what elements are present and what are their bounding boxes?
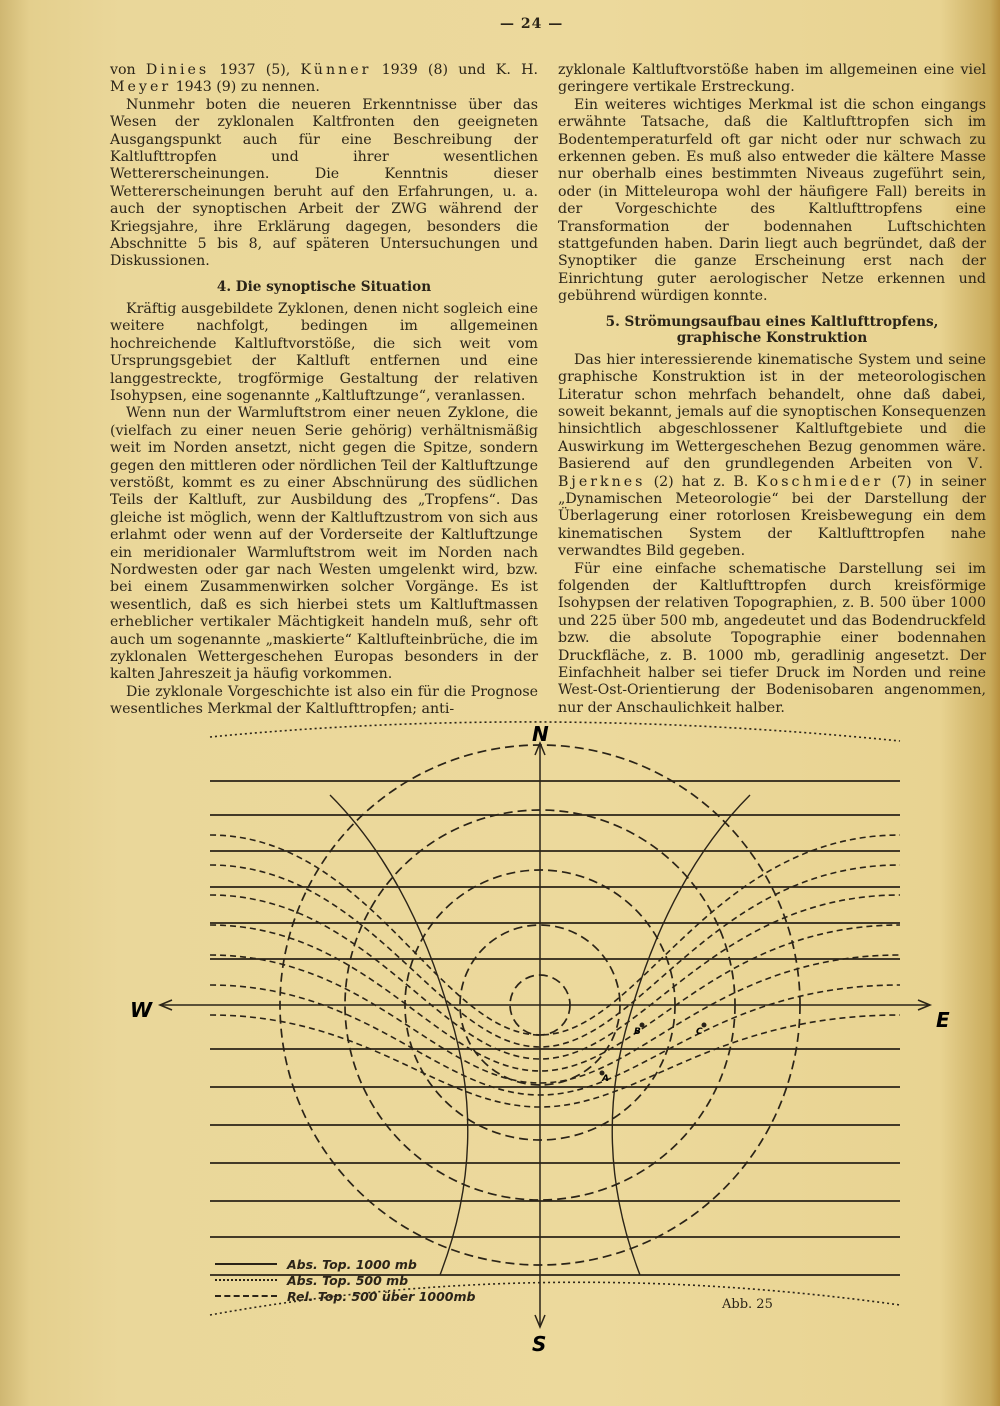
isohypse-curve — [210, 895, 900, 1059]
north-label: N — [532, 722, 549, 746]
south-label: S — [532, 1332, 547, 1355]
text-fragment: 1937 (5), — [209, 62, 301, 78]
author-bjerknes: V. Bjerknes — [558, 456, 986, 490]
left-paragraph-2: Nunmehr boten die neueren Erkenntnisse über das Wesen der zyklonalen Kaltfronten den geeigneten Ausgangspunkt auch für eine Beschreibung der Kaltlufttropfen und ihrer wesentlichen Wettererscheinungen. Die Kenntnis dieser Wettererscheinungen beruht auf den Erfahrungen, u. a. auch der synoptischen Arbeit der ZWG während der Kriegsjahre, ihre Erklärung dagegen, besonders die Abschnitte 5 bis 8, auf späteren Untersuchungen und Diskussionen. — [110, 96, 538, 270]
right-paragraph-1: zyklonale Kaltluftvorstöße haben im allgemeinen eine viel geringere vertikale Erstreckung. — [558, 62, 986, 96]
left-paragraph-3: Kräftig ausgebildete Zyklonen, denen nicht sogleich eine weitere nachfolgt, bedingen im allgemeinen hochreichende Kaltluftvorstöße, die sich weit vom Ursprungsgebiet der Kaltluft entfernen und eine langgestreckte, trogförmige Gestaltung der relativen Isohypsen, eine sogenannte „Kaltluftzunge“, veranlassen. — [110, 300, 538, 404]
figure-legend — [215, 1256, 535, 1304]
isohypse-curve — [210, 955, 900, 1083]
east-label: E — [936, 1008, 950, 1032]
left-paragraph-4: Wenn nun der Warmluftstrom einer neuen Zyklone, die (vielfach zu einer neuen Serie gehörig) verhältnismäßig weit im Norden ansetzt, nicht gegen die Spitze, sondern gegen den mittleren oder nördlichen Teil der Kaltluftzunge verstößt, kommt es zu einer Abschnürung des südlichen Teils der Kaltluft, zur Ausbildung des „Tropfens“. Das gleiche ist möglich, wenn der Kaltluftzustrom von sich aus erlahmt oder wenn auf der Vorderseite der Kaltluftzunge ein meridionaler Warmluftstrom weit im Norden nach Nordwesten oder gar nach Westen umgelenkt wird, bzw. bei einem Zusammenwirken solcher Vorgänge. Es ist wesentlich, daß es sich hierbei stets um Kaltluftmassen erheblicher vertikaler Mächtigkeit handeln muß, sehr oft auch um sogenannte „maskierte“ Kaltlufteinbrüche, die im zyklonalen Wettergeschehen Europas besonders in der kalten Jahreszeit ja häufig vorkommen. — [110, 405, 538, 683]
left-column — [110, 62, 538, 719]
streamline-left — [330, 795, 468, 1275]
author-kuenner: Künner — [300, 62, 372, 78]
heading-line-2: graphische Konstruktion — [676, 329, 868, 346]
right-column — [558, 62, 986, 717]
left-paragraph-1 — [110, 62, 538, 97]
author-meyer: Meyer — [110, 79, 172, 96]
text-fragment: (7) in seiner „Dynamischen Meteorologie“ bei der Darstellung der Überlagerung einer rotorlosen Kreisbewegung ein dem kinematischen System der Kaltlufttropfen nahe verwandtes Bild gegeben. — [558, 473, 986, 560]
point-a-label: A — [602, 1074, 609, 1084]
page-number: — 24 — — [500, 16, 564, 32]
abs-top-500-isohypses — [210, 722, 900, 1315]
text-fragment: von — [110, 62, 146, 78]
author-dinies: Dinies — [145, 62, 210, 78]
isohypse-curve — [210, 1015, 900, 1107]
section-heading-5 — [558, 314, 986, 346]
point-b-label: B — [634, 1027, 641, 1037]
left-paragraph-5: Die zyklonale Vorgeschichte ist also ein für die Prognose wesentliches Merkmal der Kaltlufttropfen; anti- — [110, 683, 538, 718]
right-paragraph-3 — [558, 352, 986, 561]
streamline-right — [612, 795, 750, 1275]
legend-dotted-line — [215, 1279, 277, 1281]
legend-solid-line — [215, 1263, 277, 1265]
abs-top-1000-isobars — [210, 781, 900, 1275]
legend-dashed-line — [215, 1295, 277, 1297]
legend-item-rel-500-1000 — [215, 1288, 535, 1304]
right-paragraph-2: Ein weiteres wichtiges Merkmal ist die schon eingangs erwähnte Tatsache, daß die Kaltlufttropfen sich im Bodentemperaturfeld oft gar nicht oder nur schwach zu erkennen geben. Es muß also entweder die kältere Masse nur oberhalb eines bestimmten Niveaus zugeführt sein, oder (in Mitteleuropa wohl der häufigere Fall) bereits in der Vorgeschichte des Kaltlufttropfens eine Transformation der bodennahen Luftschichten stattgefunden haben. Darin liegt auch begründet, daß der Synoptiker die ganze Erscheinung erst nach der Einrichtung guter aerologischer Netze erkennen und gebührend würdigen konnte. — [558, 96, 986, 305]
text-fragment: Das hier interessierende kinematische System und seine graphische Konstruktion ist in der meteorologischen Literatur schon mehrfach behandelt, ohne daß dabei, soweit bekannt, jemals auf die synoptischen Konsequenzen hinsichtlich abgeschlossener Kaltluftgebiete und die Auswirkung im Wettergeschehen Bezug genommen wäre. Basierend auf den grundlegenden Arbeiten von — [558, 351, 986, 473]
legend-label: Abs. Top. 1000 mb — [287, 1256, 417, 1272]
right-paragraph-4: Für eine einfache schematische Darstellung sei im folgenden der Kaltlufttropfen durch kreisförmige Isohypsen der relativen Topographien, z. B. 500 über 1000 und 225 über 500 mb, angedeutet und das Bodendruckfeld bzw. die absolute Topographie einer bodennahen Druckfläche, z. B. 1000 mb, geradlinig angesetzt. Der Einfachheit halber sei tiefer Druck im Norden und reine West-Ost-Orientierung der Bodenisobaren angenommen, nur der Anschaulichkeit halber. — [558, 560, 986, 716]
legend-label: Abs. Top. 500 mb — [287, 1272, 409, 1288]
isohypse-curve — [210, 985, 900, 1095]
text-fragment: 1943 (9) zu nennen. — [171, 79, 320, 96]
legend-item-abs-1000 — [215, 1256, 535, 1272]
legend-item-abs-500 — [215, 1272, 535, 1288]
legend-label: Rel. Top. 500 über 1000mb — [287, 1288, 476, 1304]
west-label: W — [130, 998, 153, 1022]
isohypse-top — [210, 722, 900, 741]
text-fragment: 1939 (8) und K. H. — [371, 62, 538, 78]
text-fragment: (2) hat z. B. — [645, 473, 757, 490]
heading-line-1: 5. Strömungsaufbau eines Kaltlufttropfens, — [605, 313, 939, 330]
point-c-label: C — [696, 1027, 703, 1037]
author-koschmieder: Koschmieder — [756, 473, 884, 490]
figure-caption: Abb. 25 — [722, 1297, 773, 1312]
section-heading-4: 4. Die synoptische Situation — [216, 278, 432, 295]
isohypse-curve — [210, 865, 900, 1047]
